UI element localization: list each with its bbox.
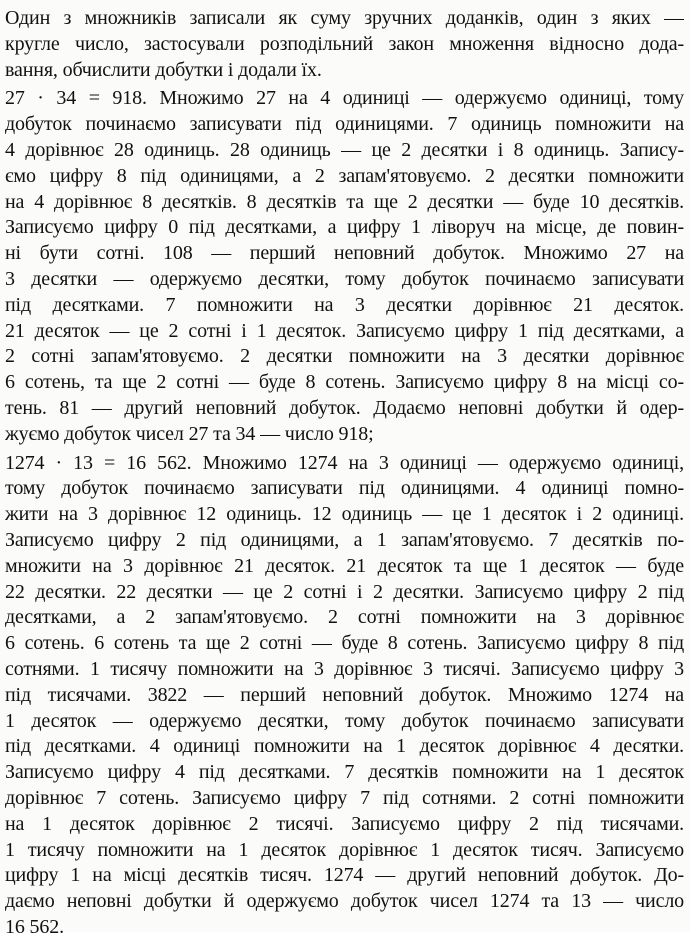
text-line: кругле число, застосували розподільний закон множення відносно дода- [5, 32, 684, 55]
text-line: Записуємо цифру 2 під одиницями, а 1 запам'ятовуємо. 7 десятків по- [5, 528, 684, 551]
text-line: вання, обчислити добутки і додали їх. [5, 58, 322, 81]
text-line: добуток починаємо записувати під одиницями. 7 одиниць помножити на [5, 113, 684, 136]
text-line: Один з множників записали як суму зручних доданків, один з яких — [5, 7, 684, 29]
text-line: тень. 81 — другий неповний добуток. Додаємо неповні добутки й одер- [5, 396, 684, 419]
text-line: під десятками. 7 помножити на 3 десятки дорівнює 21 десяток. [5, 293, 684, 316]
text-line: 1 тисячу помножити на 1 десяток дорівнює 1 десяток тисяч. Записуємо [5, 838, 684, 861]
text-line: ні бути сотні. 108 — перший неповний добуток. Множимо 27 на [5, 242, 684, 265]
text-line: 16 562. [5, 915, 64, 938]
text-line: 4 дорівнює 28 одиниць. 28 одиниць — це 2 десятки і 8 одиниць. Запису- [5, 138, 684, 161]
text-line: 6 сотень. 6 сотень та ще 2 сотні — буде 8 сотень. Записуємо цифру 8 під [5, 632, 684, 655]
text-line: десятками, а 2 запам'ятовуємо. 2 сотні помножити на 3 дорівнює [5, 606, 684, 629]
text-line: 21 десяток — це 2 сотні і 1 десяток. Записуємо цифру 1 під десятками, а [5, 319, 684, 342]
text-line: цифру 1 на місці десятків тисяч. 1274 — другий неповний добуток. До- [5, 864, 684, 887]
text-line: 2 сотні запам'ятовуємо. 2 десятки помножити на 3 десятки дорівнює [5, 345, 684, 368]
paragraph-example-27x34 [5, 86, 684, 447]
paragraph-example-1274x13 [5, 451, 684, 941]
text-line: сотнями. 1 тисячу помножити на 3 дорівнює 3 тисячі. Записуємо цифру 3 [5, 657, 684, 680]
text-line: дорівнює 7 сотень. Записуємо цифру 7 під сотнями. 2 сотні помножити [5, 786, 684, 809]
text-line: 3 десятки — одержуємо десятки, тому добуток починаємо записувати [5, 267, 684, 290]
text-line: 1274 · 13 = 16 562. Множимо 1274 на 3 одиниці — одержуємо одиниці, [5, 451, 684, 474]
text-line: на 1 десяток дорівнює 2 тисячі. Записуємо цифру 2 під тисячами. [5, 812, 684, 835]
paragraph-intro [5, 6, 684, 83]
text-line: жити на 3 дорівнює 12 одиниць. 12 одиниць — це 1 десяток і 2 одиниці. [5, 503, 684, 526]
text-line: 1 десяток — одержуємо десятки, тому добуток починаємо записувати [5, 709, 684, 732]
text-line: під тисячами. 3822 — перший неповний добуток. Множимо 1274 на [5, 683, 684, 706]
text-line: тому добуток починаємо записувати під одиницями. 4 одиниці помно- [5, 477, 684, 500]
text-line: даємо неповні добутки й одержуємо добуток чисел 1274 та 13 — число [5, 890, 684, 913]
text-line: Записуємо цифру 0 під десятками, а цифру 1 ліворуч на місце, де повин- [5, 216, 684, 239]
text-line: 27 · 34 = 918. Множимо 27 на 4 одиниці — одержуємо одиниці, тому [5, 87, 684, 110]
text-line: 6 сотень, та ще 2 сотні — буде 8 сотень. Записуємо цифру 8 на місці со- [5, 371, 684, 394]
text-line: множити на 3 дорівнює 21 десяток. 21 десяток та ще 1 десяток — буде [5, 554, 684, 577]
text-line: жуємо добуток чисел 27 та 34 — число 918; [5, 422, 374, 445]
text-line: Записуємо цифру 4 під десятками. 7 десятків помножити на 1 десяток [5, 761, 684, 784]
text-line: під десятками. 4 одиниці помножити на 1 десяток дорівнює 4 десятки. [5, 735, 684, 758]
text-line: на 4 дорівнює 8 десятків. 8 десятків та ще 2 десятки — буде 10 десятків. [5, 190, 684, 213]
text-line: 22 десятки. 22 десятки — це 2 сотні і 2 десятки. Записуємо цифру 2 під [5, 580, 684, 603]
text-line: ємо цифру 8 під одиницями, а 2 запам'ятовуємо. 2 десятки помножити [5, 164, 684, 187]
